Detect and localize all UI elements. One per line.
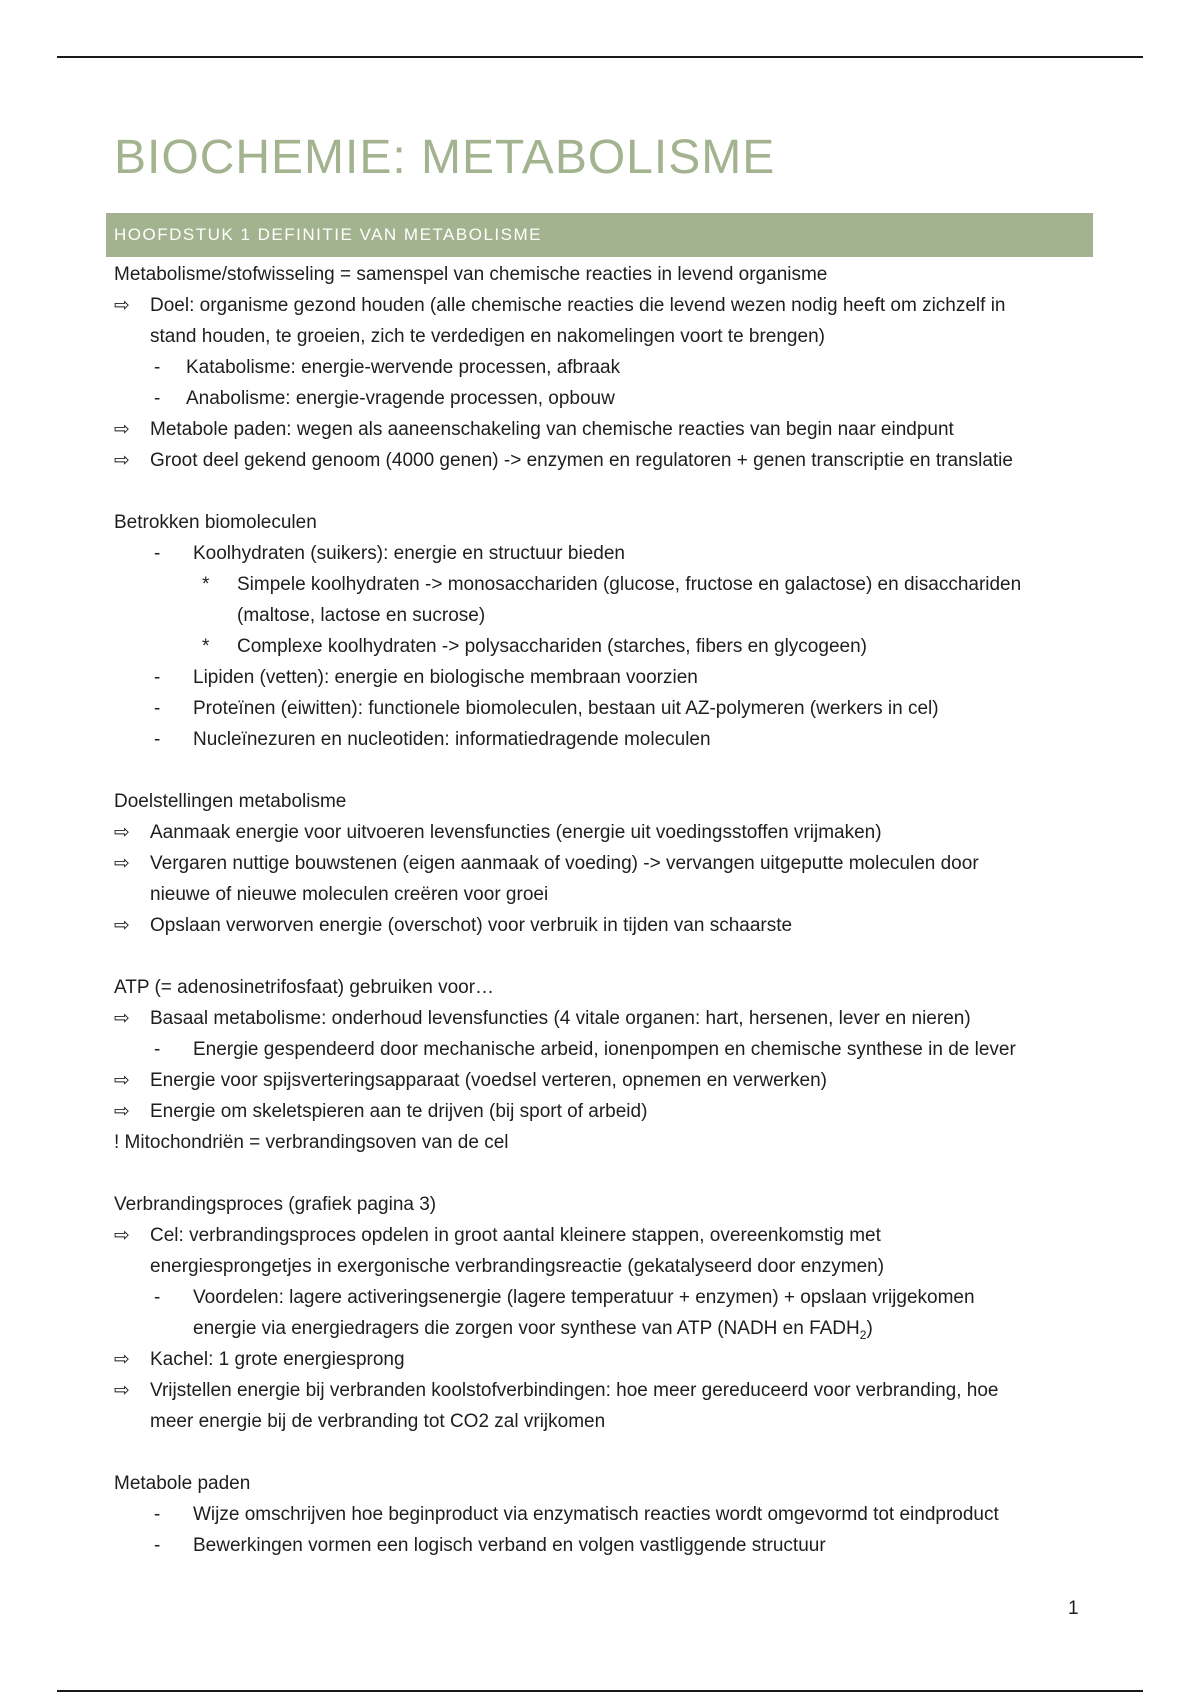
list-item: - Anabolisme: energie-vragende processen, opbouw: [114, 383, 1094, 414]
list-item: ⇨ Energie om skeletspieren aan te drijven (bij sport of arbeid): [114, 1096, 1094, 1127]
list-item: - Katabolisme: energie-wervende processen, afbraak: [114, 352, 1094, 383]
arrow-bullet-icon: ⇨: [114, 853, 130, 874]
dash-bullet: -: [154, 1287, 161, 1308]
list-item: ⇨ Metabole paden: wegen als aaneenschakeling van chemische reacties van begin naar eindpunt: [114, 414, 1094, 445]
document-title: BIOCHEMIE: METABOLISME: [114, 131, 776, 184]
arrow-bullet-icon: ⇨: [114, 450, 130, 471]
star-bullet: *: [202, 574, 210, 595]
section-heading: Metabole paden: [114, 1473, 251, 1494]
list-item-continuation: energie via energiedragers die zorgen voor synthese van ATP (NADH en $FADH_2$): [193, 1318, 873, 1342]
arrow-bullet-icon: ⇨: [114, 419, 130, 440]
list-item: - Voordelen: lagere activeringsenergie (lagere temperatuur + enzymen) + opslaan vrijgekomen: [114, 1282, 1094, 1313]
star-bullet: *: [202, 636, 210, 657]
dash-bullet: -: [154, 667, 161, 688]
list-item: - Energie gespendeerd door mechanische arbeid, ionenpompen en chemische synthese in de lever: [114, 1034, 1094, 1065]
list-item: ⇨ Doel: organisme gezond houden (alle chemische reacties die levend wezen nodig heeft om zichzelf in: [114, 290, 1094, 321]
list-item: ⇨ Kachel: 1 grote energiesprong: [114, 1344, 1094, 1375]
list-item: ⇨ Groot deel gekend genoom (4000 genen) -> enzymen en regulatoren + genen transcriptie en translatie: [114, 445, 1094, 476]
list-item: - Nucleïnezuren en nucleotiden: informatiedragende moleculen: [114, 724, 1094, 755]
list-item: * Complexe koolhydraten -> polysacchariden (starches, fibers en glycogeen): [114, 631, 1094, 662]
list-item: - Koolhydraten (suikers): energie en structuur bieden: [114, 538, 1094, 569]
dash-bullet: -: [154, 698, 161, 719]
page-number: 1: [1068, 1598, 1079, 1619]
note-line: ! Mitochondriën = verbrandingsoven van de cel: [114, 1132, 509, 1153]
section-heading: ATP (= adenosinetrifosfaat) gebruiken voor…: [114, 977, 495, 998]
top-rule: [57, 56, 1143, 58]
dash-bullet: -: [154, 357, 161, 378]
list-item-continuation: nieuwe of nieuwe moleculen creëren voor groei: [150, 884, 549, 905]
bottom-rule: [57, 1690, 1143, 1692]
definition-line: Metabolisme/stofwisseling = samenspel van chemische reacties in levend organisme: [114, 264, 828, 285]
list-item: ⇨ Vergaren nuttige bouwstenen (eigen aanmaak of voeding) -> vervangen uitgeputte moleculen door: [114, 848, 1094, 879]
arrow-bullet-icon: ⇨: [114, 822, 130, 843]
list-item-continuation: stand houden, te groeien, zich te verdedigen en nakomelingen voort te brengen): [150, 326, 825, 347]
chapter-heading: HOOFDSTUK 1 DEFINITIE VAN METABOLISME: [106, 213, 1093, 257]
list-item: ⇨ Vrijstellen energie bij verbranden koolstofverbindingen: hoe meer gereduceerd voor verbranding, hoe: [114, 1375, 1094, 1406]
list-item: - Proteïnen (eiwitten): functionele biomoleculen, bestaan uit AZ-polymeren (werkers in cel): [114, 693, 1094, 724]
list-item-continuation: meer energie bij de verbranding tot CO2 zal vrijkomen: [150, 1411, 606, 1432]
document-body: [114, 259, 1094, 1561]
list-item: ⇨ Aanmaak energie voor uitvoeren levensfuncties (energie uit voedingsstoffen vrijmaken): [114, 817, 1094, 848]
arrow-bullet-icon: ⇨: [114, 1008, 130, 1029]
arrow-bullet-icon: ⇨: [114, 915, 130, 936]
section-heading: Betrokken biomoleculen: [114, 512, 317, 533]
list-item: ⇨ Cel: verbrandingsproces opdelen in groot aantal kleinere stappen, overeenkomstig met: [114, 1220, 1094, 1251]
dash-bullet: -: [154, 1039, 161, 1060]
list-item: ⇨ Opslaan verworven energie (overschot) voor verbruik in tijden van schaarste: [114, 910, 1094, 941]
arrow-bullet-icon: ⇨: [114, 1070, 130, 1091]
list-item-continuation: energiesprongetjes in exergonische verbrandingsreactie (gekatalyseerd door enzymen): [150, 1256, 885, 1277]
arrow-bullet-icon: ⇨: [114, 1225, 130, 1246]
dash-bullet: -: [154, 1535, 161, 1556]
dash-bullet: -: [154, 729, 161, 750]
dash-bullet: -: [154, 1504, 161, 1525]
list-item: ⇨ Energie voor spijsverteringsapparaat (voedsel verteren, opnemen en verwerken): [114, 1065, 1094, 1096]
list-item: - Bewerkingen vormen een logisch verband en volgen vastliggende structuur: [114, 1530, 1094, 1561]
arrow-bullet-icon: ⇨: [114, 295, 130, 316]
list-item: * Simpele koolhydraten -> monosacchariden (glucose, fructose en galactose) en disacchariden: [114, 569, 1094, 600]
arrow-bullet-icon: ⇨: [114, 1101, 130, 1122]
dash-bullet: -: [154, 543, 161, 564]
section-heading: Verbrandingsproces (grafiek pagina 3): [114, 1194, 437, 1215]
list-item: - Lipiden (vetten): energie en biologische membraan voorzien: [114, 662, 1094, 693]
arrow-bullet-icon: ⇨: [114, 1380, 130, 1401]
list-item: ⇨ Basaal metabolisme: onderhoud levensfuncties (4 vitale organen: hart, hersenen, lever en nieren): [114, 1003, 1094, 1034]
section-heading: Doelstellingen metabolisme: [114, 791, 347, 812]
list-item: - Wijze omschrijven hoe beginproduct via enzymatisch reacties wordt omgevormd tot eindproduct: [114, 1499, 1094, 1530]
dash-bullet: -: [154, 388, 161, 409]
arrow-bullet-icon: ⇨: [114, 1349, 130, 1370]
list-item-continuation: (maltose, lactose en sucrose): [237, 605, 486, 626]
